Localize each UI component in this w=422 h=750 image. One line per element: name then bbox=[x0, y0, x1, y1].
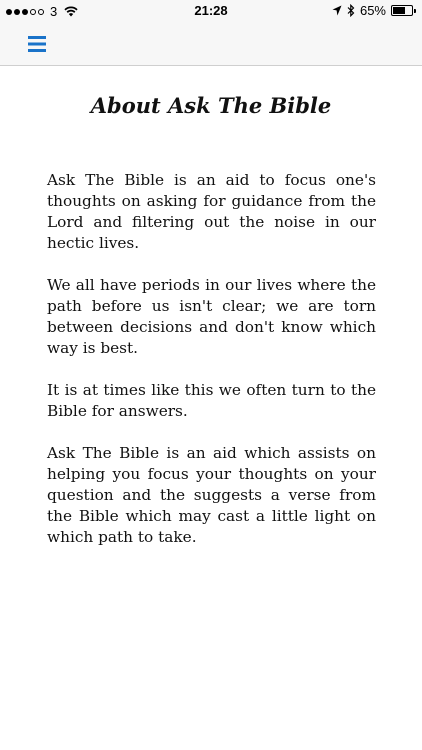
about-paragraph: It is at times like this we often turn to the Bible for answers. bbox=[47, 381, 376, 420]
page-title: About Ask The Bible bbox=[90, 93, 332, 118]
battery-percent: 65% bbox=[359, 3, 386, 18]
carrier-name: 3 bbox=[50, 4, 58, 19]
bluetooth-icon bbox=[347, 4, 355, 17]
status-bar bbox=[0, 0, 422, 22]
about-content bbox=[47, 170, 376, 569]
about-paragraph: Ask The Bible is an aid which assists on helping you focus your thoughts on your question and the suggests a verse from the Bible which may cast a little light on which path to take. bbox=[47, 444, 376, 546]
about-paragraph: Ask The Bible is an aid to focus one's thoughts on asking for guidance from the Lord and filtering out the noise in our hectic lives. bbox=[47, 171, 376, 252]
nav-bar bbox=[0, 22, 422, 66]
location-arrow-icon bbox=[332, 5, 342, 16]
status-right bbox=[332, 3, 416, 18]
status-time: 21:28 bbox=[194, 3, 228, 18]
hamburger-menu-icon[interactable] bbox=[26, 33, 48, 55]
battery-icon bbox=[391, 5, 416, 16]
about-paragraph: We all have periods in our lives where the path before us isn't clear; we are torn between decisions and don't know which way is best. bbox=[47, 276, 376, 357]
